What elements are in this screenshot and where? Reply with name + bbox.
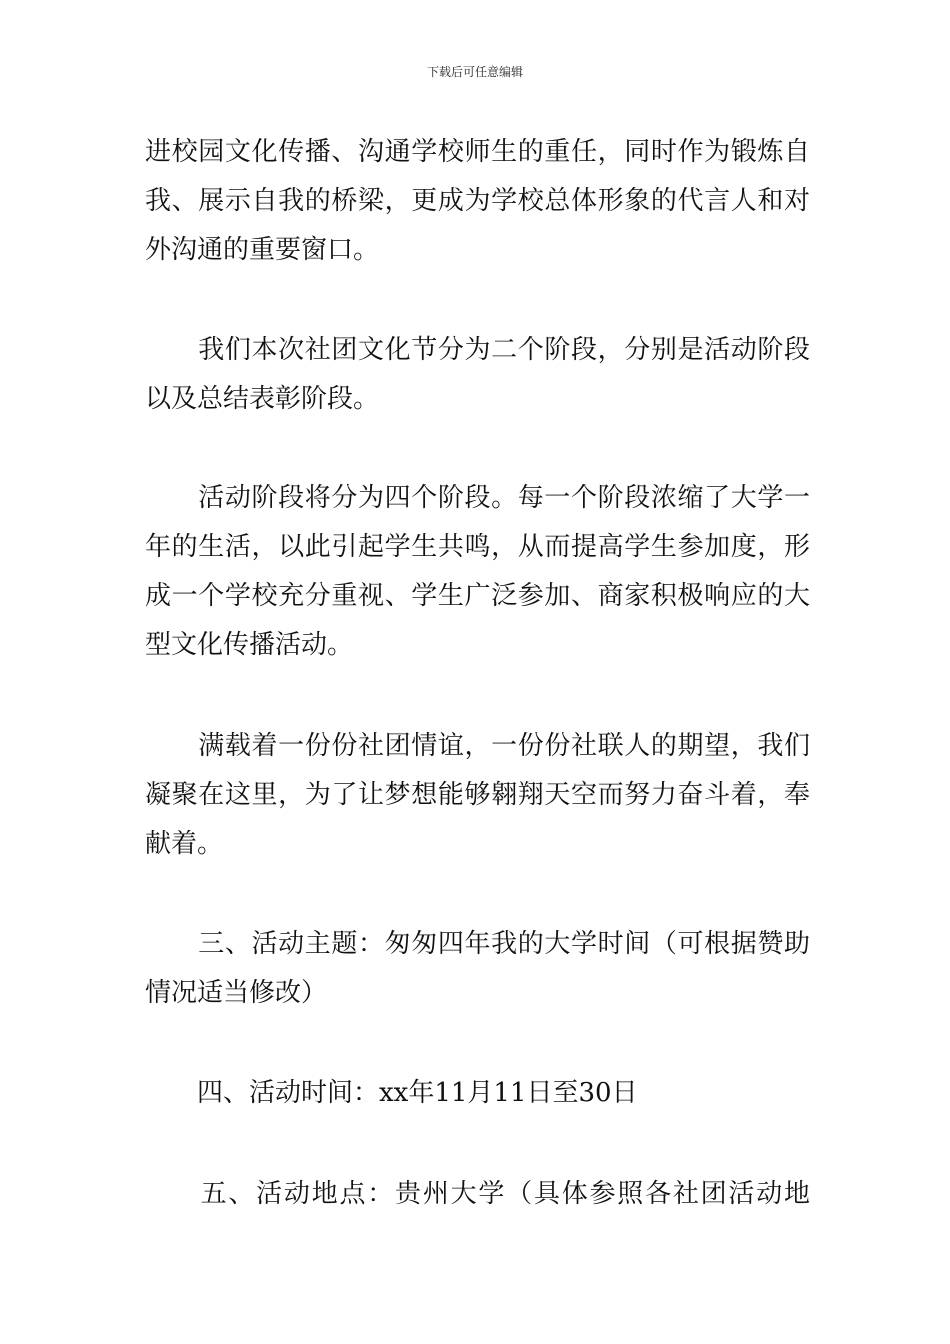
- paragraph-4: [145, 722, 810, 869]
- page-header: 下载后可任意编辑: [426, 65, 523, 79]
- paragraph-line: 年的生活，以此引起学生共鸣，从而提高学生参加度，形: [145, 532, 810, 562]
- paragraph-line: 我们本次社团文化节分为二个阶段，分别是活动阶段: [145, 335, 810, 365]
- paragraph-line: 情况适当修改）: [145, 978, 328, 1008]
- paragraph-line: 献着。: [145, 829, 224, 859]
- paragraph-5: [145, 920, 810, 1018]
- paragraph-2: [145, 326, 810, 424]
- paragraph-6: [145, 1069, 810, 1118]
- paragraph-line: 凝聚在这里，为了让梦想能够翱翔天空而努力奋斗着，奉: [145, 780, 810, 810]
- paragraph-line: 五、活动地点：贵州大学（具体参照各社团活动地: [145, 1179, 810, 1209]
- paragraph-line: 外沟通的重要窗口。: [145, 235, 380, 265]
- paragraph-7: [145, 1170, 810, 1219]
- paragraph-line: 满载着一份份社团情谊，一份份社联人的期望，我们: [145, 731, 810, 761]
- paragraph-line: 以及总结表彰阶段。: [145, 384, 380, 414]
- paragraph-line: 四、活动时间：xx年11月11日至30日: [145, 1078, 638, 1108]
- paragraph-line: 型文化传播活动。: [145, 630, 354, 660]
- paragraph-line: 三、活动主题：匆匆四年我的大学时间（可根据赞助: [145, 929, 810, 959]
- paragraph-line: 成一个学校充分重视、学生广泛参加、商家积极响应的大: [145, 581, 810, 611]
- paragraph-1: [145, 128, 810, 275]
- paragraph-line: 活动阶段将分为四个阶段。每一个阶段浓缩了大学一: [145, 483, 810, 513]
- paragraph-line: 进校园文化传播、沟通学校师生的重任，同时作为锻炼自: [145, 137, 810, 167]
- paragraph-3: [145, 474, 810, 670]
- paragraph-line: 我、展示自我的桥梁，更成为学校总体形象的代言人和对: [145, 186, 810, 216]
